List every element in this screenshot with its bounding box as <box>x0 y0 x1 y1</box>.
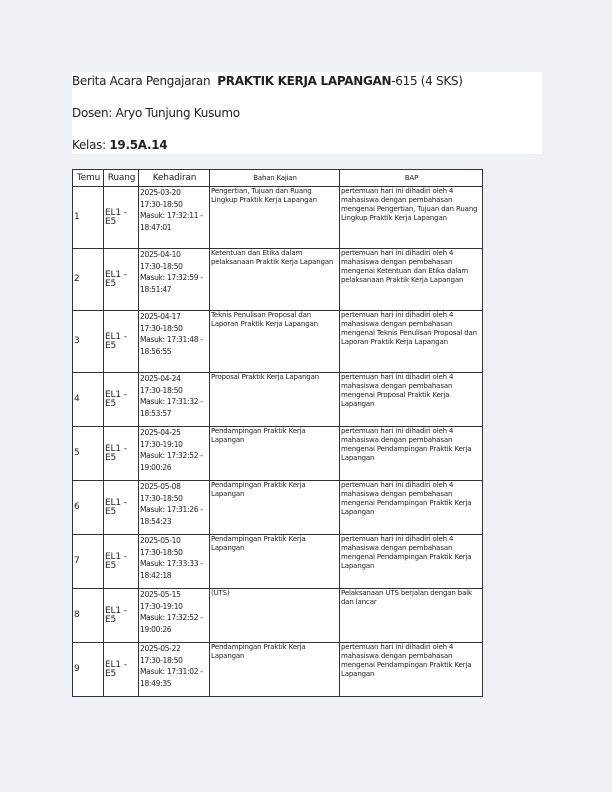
cell-bahan-kajian: Teknis Penulisan Proposal dan Laporan Praktik Kerja Lapangan <box>210 311 340 373</box>
cell-bahan-kajian: (UTS) <box>210 589 340 643</box>
class-line <box>72 138 167 152</box>
cell-kehadiran <box>139 249 210 311</box>
session-date: 2025-05-15 <box>140 590 181 599</box>
cell-kehadiran <box>139 373 210 427</box>
session-date: 2025-05-08 <box>140 482 181 491</box>
table-row <box>73 311 483 373</box>
lecturer-line <box>72 106 240 120</box>
session-time: 17:30-19:10 <box>140 439 183 449</box>
cell-bap: pertemuan hari ini dihadiri oleh 4 mahasiswa dengan pembahasan mengenai Pendampingan Praktik Kerja Lapangan <box>340 427 483 481</box>
session-date: 2025-04-24 <box>140 374 181 383</box>
cell-temu: 8 <box>73 589 104 643</box>
cell-bahan-kajian: Proposal Praktik Kerja Lapangan <box>210 373 340 427</box>
cell-temu: 3 <box>73 311 104 373</box>
cell-kehadiran <box>139 643 210 697</box>
session-time: 17:30-18:50 <box>140 261 183 271</box>
cell-kehadiran <box>139 187 210 249</box>
cell-temu: 1 <box>73 187 104 249</box>
check-in: Masuk: 17:32:11 - <box>140 211 203 220</box>
table-row <box>73 535 483 589</box>
cell-kehadiran <box>139 589 210 643</box>
cell-kehadiran <box>139 481 210 535</box>
session-time: 17:30-19:10 <box>140 601 183 611</box>
cell-bahan-kajian: Pengertian, Tujuan dan Ruang Lingkup Praktik Kerja Lapangan <box>210 187 340 249</box>
cell-ruang: EL1 - E5 <box>104 187 139 249</box>
title-line <box>72 74 463 88</box>
cell-temu: 6 <box>73 481 104 535</box>
check-in: Masuk: 17:32:52 - <box>140 613 203 622</box>
cell-bahan-kajian: Pendampingan Praktik Kerja Lapangan <box>210 535 340 589</box>
cell-ruang: EL1 - E5 <box>104 373 139 427</box>
lecturer-name: Aryo Tunjung Kusumo <box>115 106 240 120</box>
cell-bap: pertemuan hari ini dihadiri oleh 4 mahasiswa dengan pembahasan mengenai Teknis Penulisan Proposal dan Laporan Praktik Kerja Lapangan <box>340 311 483 373</box>
check-in: Masuk: 17:33:33 - <box>140 559 203 568</box>
cell-bap: Pelaksanaan UTS berjalan dengan baik dan lancar <box>340 589 483 643</box>
check-in: Masuk: 17:32:52 - <box>140 451 203 460</box>
cell-kehadiran <box>139 427 210 481</box>
course-code: -615 (4 SKS) <box>391 74 463 88</box>
check-out: 19:00:26 <box>140 624 172 634</box>
table-row <box>73 481 483 535</box>
table-row <box>73 187 483 249</box>
session-date: 2025-04-10 <box>140 250 181 259</box>
check-in: Masuk: 17:31:48 - <box>140 335 203 344</box>
check-out: 18:47:01 <box>140 222 172 232</box>
cell-bap: pertemuan hari ini dihadiri oleh 4 mahasiswa dengan pembahasan mengenai Pendampingan Praktik Kerja Lapangan <box>340 481 483 535</box>
session-time: 17:30-18:50 <box>140 493 183 503</box>
header-temu: Temu <box>73 170 104 187</box>
cell-bap: pertemuan hari ini dihadiri oleh 4 mahasiswa dengan pembahasan mengenai Pendampingan Praktik Kerja Lapangan <box>340 643 483 697</box>
header-ruang: Ruang <box>104 170 139 187</box>
cell-ruang: EL1 - E5 <box>104 427 139 481</box>
cell-temu: 2 <box>73 249 104 311</box>
cell-bap: pertemuan hari ini dihadiri oleh 4 mahasiswa dengan pembahasan mengenai Ketentuan dan Etika dalam pelaksanaan Praktik Kerja Lapangan <box>340 249 483 311</box>
cell-temu: 7 <box>73 535 104 589</box>
cell-bap: pertemuan hari ini dihadiri oleh 4 mahasiswa dengan pembahasan mengenai Pengertian, Tujuan dan Ruang Lingkup Praktik Kerja Lapangan <box>340 187 483 249</box>
cell-bap: pertemuan hari ini dihadiri oleh 4 mahasiswa dengan pembahasan mengenai Pendampingan Praktik Kerja Lapangan <box>340 535 483 589</box>
cell-bahan-kajian: Pendampingan Praktik Kerja Lapangan <box>210 643 340 697</box>
table-body <box>73 187 483 697</box>
cell-bahan-kajian: Pendampingan Praktik Kerja Lapangan <box>210 481 340 535</box>
class-label: Kelas: <box>72 138 110 152</box>
header-bahan-kajian: Bahan Kajian <box>210 170 340 187</box>
session-time: 17:30-18:50 <box>140 547 183 557</box>
check-out: 18:54:23 <box>140 516 172 526</box>
session-date: 2025-04-17 <box>140 312 181 321</box>
cell-ruang: EL1 - E5 <box>104 311 139 373</box>
cell-bahan-kajian: Pendampingan Praktik Kerja Lapangan <box>210 427 340 481</box>
cell-temu: 9 <box>73 643 104 697</box>
cell-temu: 4 <box>73 373 104 427</box>
check-in: Masuk: 17:31:02 - <box>140 667 203 676</box>
session-date: 2025-05-10 <box>140 536 181 545</box>
table-row <box>73 249 483 311</box>
document-header <box>72 72 542 154</box>
check-out: 18:42:18 <box>140 570 172 580</box>
check-in: Masuk: 17:31:26 - <box>140 505 203 514</box>
title-label: Berita Acara Pengajaran <box>72 74 211 88</box>
cell-temu: 5 <box>73 427 104 481</box>
session-date: 2025-04-25 <box>140 428 181 437</box>
session-time: 17:30-18:50 <box>140 199 183 209</box>
cell-bahan-kajian: Ketentuan dan Etika dalam pelaksanaan Praktik Kerja Lapangan <box>210 249 340 311</box>
check-in: Masuk: 17:32:59 - <box>140 273 203 282</box>
cell-kehadiran <box>139 311 210 373</box>
session-time: 17:30-18:50 <box>140 385 183 395</box>
header-kehadiran: Kehadiran <box>139 170 210 187</box>
cell-ruang: EL1 - E5 <box>104 643 139 697</box>
table-row <box>73 589 483 643</box>
lecturer-label: Dosen: <box>72 106 116 120</box>
session-date: 2025-05-22 <box>140 644 181 653</box>
cell-ruang: EL1 - E5 <box>104 249 139 311</box>
attendance-table <box>72 169 483 697</box>
check-out: 18:49:35 <box>140 678 172 688</box>
check-out: 18:53:57 <box>140 408 172 418</box>
check-out: 18:51:47 <box>140 284 172 294</box>
check-out: 19:00:26 <box>140 462 172 472</box>
cell-bap: pertemuan hari ini dihadiri oleh 4 mahasiswa dengan pembahasan mengenai Proposal Praktik Kerja Lapangan <box>340 373 483 427</box>
session-date: 2025-03-20 <box>140 188 181 197</box>
check-out: 18:56:55 <box>140 346 172 356</box>
table-row <box>73 427 483 481</box>
table-row <box>73 643 483 697</box>
table-row <box>73 373 483 427</box>
cell-ruang: EL1 - E5 <box>104 481 139 535</box>
course-name: PRAKTIK KERJA LAPANGAN <box>217 74 392 88</box>
session-time: 17:30-18:50 <box>140 323 183 333</box>
session-time: 17:30-18:50 <box>140 655 183 665</box>
cell-ruang: EL1 - E5 <box>104 535 139 589</box>
check-in: Masuk: 17:31:32 - <box>140 397 203 406</box>
cell-ruang: EL1 - E5 <box>104 589 139 643</box>
header-bap: BAP <box>340 170 483 187</box>
table-header-row <box>73 170 483 187</box>
class-value: 19.5A.14 <box>109 138 168 152</box>
cell-kehadiran <box>139 535 210 589</box>
